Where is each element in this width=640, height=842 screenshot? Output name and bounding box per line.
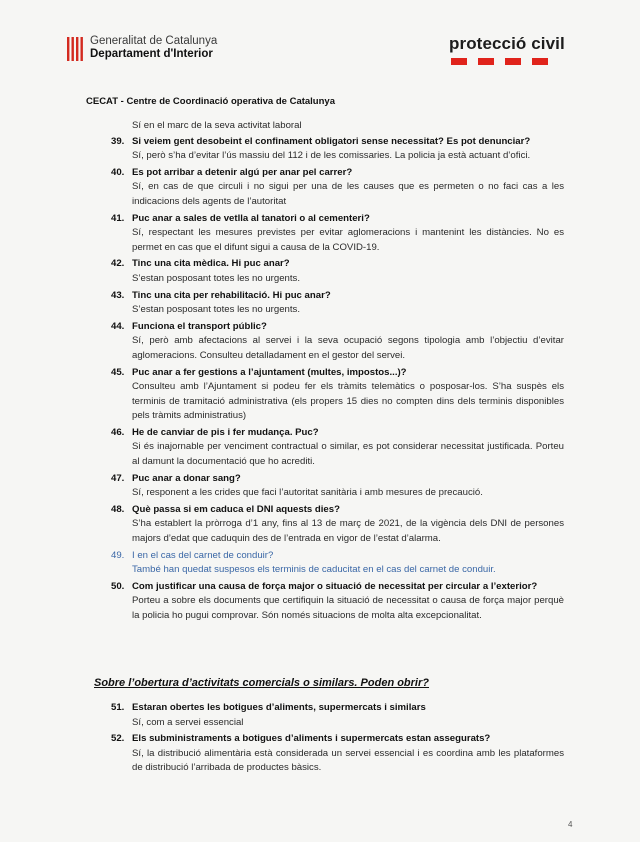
answer-text: Sí, en cas de que circuli i no sigui per una de les causes que es permeten o no faci cas a les indicacions dels agents de l’autoritat — [132, 181, 564, 207]
question-number: 47. — [111, 472, 125, 484]
section-title: Sobre l’obertura d’activitats comercials o similars. Poden obrir? — [94, 677, 429, 689]
answer-text: S’estan posposant totes les no urgents. — [132, 304, 300, 316]
qa-list — [0, 119, 640, 626]
answer-text: Si és inajornable per venciment contractual o similar, es pot considerar necessitat justificada. Porteu al damunt la documentació que ho acrediti. — [132, 441, 564, 468]
qa-item — [0, 426, 640, 470]
answer-text: Consulteu amb l’Ajuntament si podeu fer els tràmits telemàtics o posposar-los. S’ha suspès els terminis de tramitació administrativa (els propers 15 dies no compten dins dels terminis disponibles pels tràmits administratius) — [132, 381, 564, 422]
question-number: 41. — [111, 212, 125, 224]
qa-item — [0, 257, 640, 286]
question-text: Com justificar una causa de força major o situació de necessitat per circular a l’exterior? — [132, 580, 538, 592]
answer-text: S’ha establert la pròrroga d’1 any, fins al 13 de març de 2021, de la vigència dels DNI de persones majors d’edat que caduquin des de l’entrada en vigor de l’estat d’alarma. — [132, 518, 564, 545]
page-number: 4 — [568, 820, 573, 829]
qa-item — [0, 472, 640, 501]
qa-list-commercial — [0, 700, 640, 778]
question-number: 46. — [111, 426, 125, 438]
question-number: 49. — [111, 549, 125, 561]
question-text: Si veiem gent desobeint el confinament obligatori sense necessitat? Es pot denunciar? — [132, 135, 531, 147]
answer-text: Porteu a sobre els documents que certifiquin la situació de necessitat o causa de força major perquè la policia ho pugui comprovar. Són només situacions de molta alta excepcionalitat. — [132, 595, 564, 621]
question-number: 39. — [111, 135, 125, 147]
question-number: 43. — [111, 289, 125, 301]
answer-text: Sí, però amb afectacions al servei i la seva ocupació segons tipologia amb l’objectiu d’evitar aglomeracions. Consulteu detalladament en el gestor del servei. — [132, 335, 564, 361]
generalitat-header — [90, 35, 217, 61]
question-text: Tinc una cita per rehabilitació. Hi puc anar? — [132, 289, 331, 301]
qa-item — [0, 166, 640, 210]
question-number: 50. — [111, 580, 125, 592]
question-text: He de canviar de pis i fer mudança. Puc? — [132, 426, 319, 438]
answer-text: Sí, respectant les mesures previstes per evitar aglomeracions i mantenint les distàncies. No es permet en cas que el difunt sigui a causa de la COVID-19. — [132, 227, 564, 253]
proteccio-civil-bars-icon — [451, 58, 551, 65]
answer-text: Sí, la distribució alimentària està considerada un servei essencial i es coordina amb les plataformes de distribució l’arribada de productes bàsics. — [132, 747, 564, 774]
qa-item — [0, 289, 640, 318]
question-text: Puc anar a sales de vetlla al tanatori o al cementeri? — [132, 212, 370, 224]
question-text: Puc anar a fer gestions a l’ajuntament (multes, impostos...)? — [132, 366, 407, 378]
qa-item — [0, 135, 640, 164]
question-number: 42. — [111, 258, 125, 270]
answer-text: Sí, però s’ha d’evitar l’ús massiu del 112 i de les comissaries. La policia ja està actuant d’ofici. — [132, 150, 531, 162]
question-text: Es pot arribar a detenir algú per anar pel carrer? — [132, 166, 353, 178]
qa-item — [0, 503, 640, 547]
generalitat-emblem-icon — [66, 36, 84, 62]
qa-item — [0, 701, 640, 730]
question-text: Puc anar a donar sang? — [132, 472, 241, 484]
generalitat-name: Generalitat de Catalunya — [90, 35, 218, 47]
question-text: Tinc una cita mèdica. Hi puc anar? — [132, 258, 290, 270]
question-number: 52. — [111, 733, 125, 745]
department-name: Departament d'Interior — [90, 48, 213, 60]
answer-text: També han quedat suspesos els terminis de caducitat en el cas del carnet de conduir. — [132, 564, 496, 576]
qa-item — [0, 549, 640, 578]
question-text: Els subministraments a botigues d’aliments i supermercats estan assegurats? — [132, 733, 491, 745]
question-text: I en el cas del carnet de conduir? — [132, 549, 274, 561]
question-text: Funciona el transport públic? — [132, 320, 267, 332]
question-text: Estaran obertes les botigues d’aliments, supermercats i similars — [132, 702, 426, 713]
cecat-title: CECAT - Centre de Coordinació operativa de Catalunya — [86, 96, 335, 107]
question-number: 48. — [111, 503, 125, 515]
qa-item — [0, 320, 640, 364]
answer-text: S’estan posposant totes les no urgents. — [132, 272, 300, 284]
question-number: 40. — [111, 166, 125, 178]
answer-text: Sí, com a servei essencial — [132, 716, 244, 728]
proteccio-civil-logo: protecció civil — [449, 34, 565, 53]
answer-text: Sí, responent a les crides que faci l’autoritat sanitària i amb mesures de precaució. — [132, 487, 483, 499]
question-number: 44. — [111, 320, 125, 332]
qa-item — [0, 366, 640, 424]
question-number: 51. — [111, 702, 125, 713]
question-text: Què passa si em caduca el DNI aquests dies? — [132, 503, 340, 515]
qa-item — [0, 580, 640, 624]
qa-item — [0, 212, 640, 256]
question-number: 45. — [111, 366, 125, 378]
qa-item — [0, 732, 640, 776]
continuation-text: Sí en el marc de la seva activitat laboral — [132, 120, 302, 131]
